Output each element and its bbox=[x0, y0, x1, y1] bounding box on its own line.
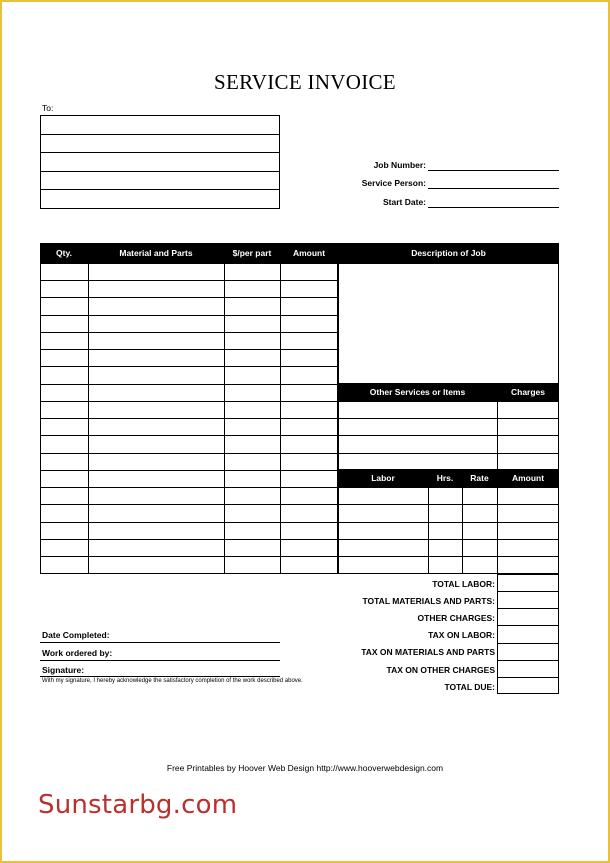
charges-header: Charges bbox=[510, 387, 545, 397]
other-services-header: Other Services or Items bbox=[369, 387, 466, 397]
work-ordered-label: Work ordered by: bbox=[42, 648, 113, 658]
signature-label: Signature: bbox=[42, 665, 85, 675]
start-date-field[interactable] bbox=[428, 207, 559, 208]
service-person-field[interactable] bbox=[428, 188, 559, 189]
total-materials-label: TOTAL MATERIALS AND PARTS: bbox=[362, 596, 495, 606]
description-box[interactable] bbox=[338, 263, 559, 384]
qty-header: Qty. bbox=[56, 248, 72, 258]
total-labor-label: TOTAL LABOR: bbox=[432, 579, 495, 589]
labor-header-bar bbox=[338, 470, 559, 487]
date-completed-label: Date Completed: bbox=[42, 630, 110, 640]
tax-labor-label: TAX ON LABOR: bbox=[428, 630, 495, 640]
material-header: Material and Parts bbox=[119, 248, 193, 258]
materials-header-bar bbox=[40, 243, 338, 263]
rate-header: Rate bbox=[470, 473, 489, 483]
start-date-label: Start Date: bbox=[383, 197, 426, 207]
acknowledge-text: With my signature, I hereby acknowledge the satisfactory completion of the work described above. bbox=[42, 678, 303, 684]
invoice-title: SERVICE INVOICE bbox=[214, 70, 396, 94]
watermark-logo: Sunstarbg.com bbox=[38, 790, 238, 820]
to-label: To: bbox=[42, 103, 54, 113]
total-due-label: TOTAL DUE: bbox=[444, 682, 495, 692]
date-completed-field[interactable] bbox=[40, 642, 280, 643]
signature-field[interactable] bbox=[40, 676, 280, 677]
tax-materials-label: TAX ON MATERIALS AND PARTS bbox=[361, 647, 495, 657]
labor-table[interactable] bbox=[338, 487, 559, 574]
labor-amount-header: Amount bbox=[511, 473, 545, 483]
description-header bbox=[338, 243, 559, 263]
job-number-field[interactable] bbox=[428, 170, 559, 171]
labor-header: Labor bbox=[371, 473, 395, 483]
work-ordered-field[interactable] bbox=[40, 660, 280, 661]
other-charges-label: OTHER CHARGES: bbox=[417, 613, 495, 623]
per-part-header: $/per part bbox=[232, 248, 272, 258]
other-services-header-bar bbox=[338, 384, 559, 401]
job-number-label: Job Number: bbox=[373, 160, 426, 170]
description-header-label: Description of Job bbox=[411, 248, 486, 258]
service-person-label: Service Person: bbox=[361, 178, 426, 188]
totals-column[interactable] bbox=[497, 574, 559, 694]
footer-credit: Free Printables by Hoover Web Design http://www.hooverwebdesign.com bbox=[166, 763, 444, 773]
tax-other-label: TAX ON OTHER CHARGES bbox=[386, 665, 495, 675]
to-address-box[interactable] bbox=[40, 115, 280, 209]
hrs-header: Hrs. bbox=[436, 473, 454, 483]
amount-header: Amount bbox=[292, 248, 326, 258]
